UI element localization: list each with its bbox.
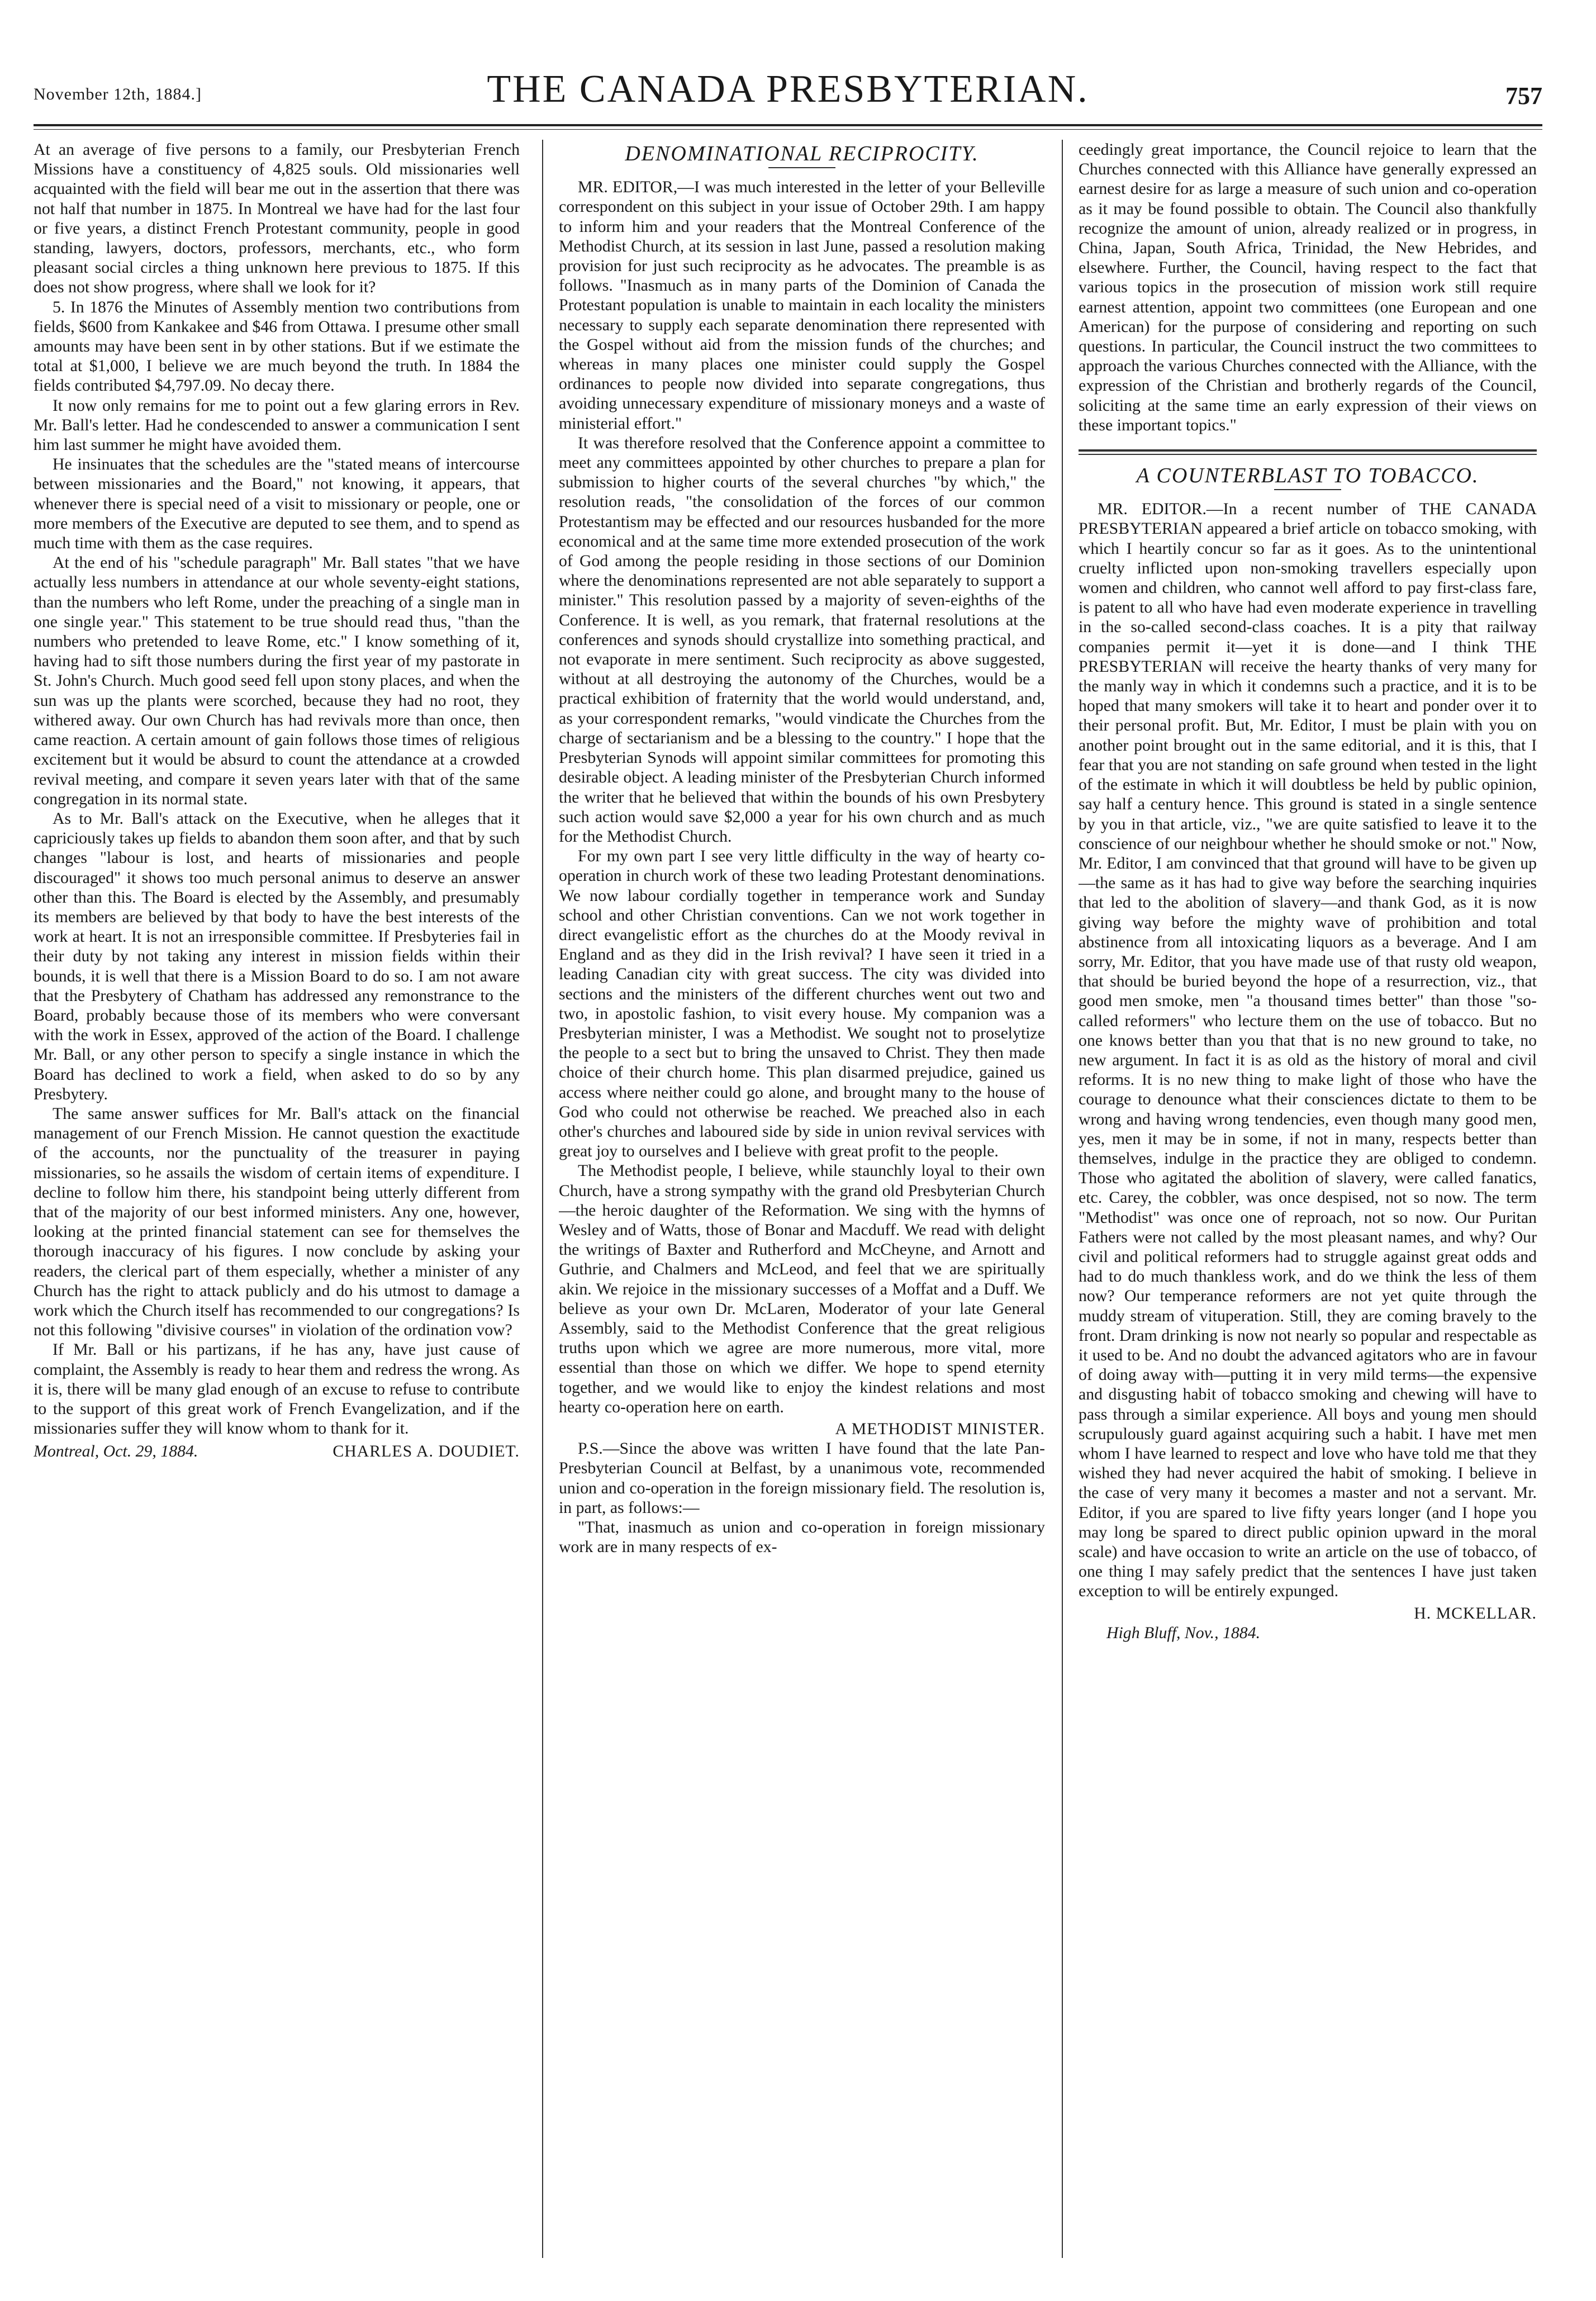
article-signoff: H. MCKELLAR. [1414, 1603, 1537, 1622]
paragraph: "That, inasmuch as union and co-operation in foreign missionary work are in many respects of ex- [559, 1518, 1045, 1557]
page-number: 757 [1505, 82, 1542, 110]
article-signoff: A METHODIST MINISTER. [835, 1420, 1045, 1438]
column-2 [559, 140, 1045, 2264]
column-rule-1 [542, 140, 543, 2258]
issue-date: November 12th, 1884.] [34, 85, 202, 103]
letter-signature [34, 1441, 520, 1461]
paragraph: At an average of five persons to a family, our Presbyterian French Missions have a constituency of 4,825 souls. Old missionaries well acquainted with the field will bear me out in the assertion that there was not half that number in 1875. In Montreal we have had for the last four or five years, a distinct French Protestant community, people in good standing, lawyers, doctors, professors, merchants, etc., who form pleasant social circles a thing unknown here previous to 1875. If this does not show progress, where shall we look for it? [34, 140, 520, 297]
signature-place: High Bluff, Nov., 1884. [1106, 1623, 1261, 1642]
paragraph: For my own part I see very little difficulty in the way of hearty co-operation in church work of these two leading Protestant denominations. We now labour cordially together in temperance work and Sunday school and other Christian conventions. Can we not work together in direct evangelistic effort as the churches do at the Moody revival in England and as they did in the Irish revival? I have seen it tried in a leading Canadian city with great success. The city was divided into sections and the ministers of the different churches went out two and two, in apostolic fashion, to visit every house. My companion was a Presbyterian minister, I was a Methodist. We sought not to proselytize the people to a sect but to bring the unsaved to Christ. They then made choice of their church home. This plan disarmed prejudice, gained us access where neither could go alone, and brought many to the house of God who could not otherwise be reached. We preached also in each other's churches and laboured side by side in union revival services with great joy to ourselves and I believe with great profit to the people. [559, 847, 1045, 1161]
paragraph: It was therefore resolved that the Conference appoint a committee to meet any committees appointed by other churches to prepare a plan for submission to higher courts of the several churches "by which," the resolution reads, "the consolidation of the forces of our common Protestantism may be effected and our resources husbanded for the more economical and at the same time more extended prosecution of the work of God among the people residing in those sections of our Dominion where the denominations represented are not able separately to support a minister." This resolution passed by a majority of seven-eighths of the Conference. It is well, as you remark, that fraternal resolutions at the conferences and synods should crystallize into something practical, and not evaporate in mere sentiment. Such reciprocity as above suggested, without at all destroying the autonomy of the Churches, would be a practical exhibition of fraternity that the world would understand, and, as your correspondent remarks, "would vindicate the Churches from the charge of sectarianism and be a blessing to the country." I hope that the Presbyterian Synods will appoint similar committees for promoting this desirable object. A leading minister of the Presbyterian Church informed the writer that he believed that within the bounds of his own Presbytery such action would save $2,000 a year for his own church and as much for the Methodist Church. [559, 433, 1045, 846]
paragraph: The same answer suffices for Mr. Ball's attack on the financial management of our French Mission. He cannot question the exactitude of the accounts, nor the punctuality of the treasurer in paying missionaries, so he assails the wisdom of certain items of expenditure. I decline to follow him there, his standpoint being utterly different from that of the majority of our best informed ministers. Any one, however, looking at the printed financial statement can see for themselves the thorough inaccuracy of his figures. I now conclude by asking your readers, the clerical part of them especially, whether a minister of any Church has the right to attack publicly and do his utmost to damage a work which the Church itself has recommended to our congregations? Is not this following "divisive courses" in violation of the ordination vow? [34, 1104, 520, 1340]
column-rule-2 [1062, 140, 1063, 2258]
signature-name: CHARLES A. DOUDIET. [332, 1442, 520, 1461]
paragraph: It now only remains for me to point out a few glaring errors in Rev. Mr. Ball's letter. Had he condescended to answer a communication I sent him last summer he might have avoided them. [34, 396, 520, 454]
title-rule [1274, 489, 1341, 490]
paragraph: 5. In 1876 the Minutes of Assembly mention two contributions from fields, $600 from Kankakee and $46 from Ottawa. I presume other small amounts may have been sent in by other stations. But if we estimate the total at $1,000, I believe we are much beyond the truth. In 1884 the fields contributed $4,797.09. No decay there. [34, 297, 520, 395]
paragraph: He insinuates that the schedules are the "stated means of intercourse between missionaries and the Board," not knowing, it appears, that whenever there is special need of a visit to missionary or people, one or more members of the Executive are deputed to see them, and to spend as much time with them as the case requires. [34, 455, 520, 553]
paragraph: P.S.—Since the above was written I have found that the late Pan-Presbyterian Council at Belfast, by a unanimous vote, recommended union and co-operation in the foreign missionary field. The resolution is, in part, as follows:— [559, 1439, 1045, 1517]
paragraph: The Methodist people, I believe, while staunchly loyal to their own Church, have a strong sympathy with the grand old Presbyterian Church—the heroic daughter of the Reformation. We sing with the hymns of Wesley and of Watts, those of Bonar and Macduff. We read with delight the writings of Baxter and Rutherford and McCheyne, and Arnott and Guthrie, and Chalmers and McLeod, and feel that we are spiritually akin. We rejoice in the missionary successes of a Moffat and a Duff. We believe as your own Dr. McLaren, Moderator of your late General Assembly, said to the Methodist Conference that the great religious truths upon which we agree are more numerous, more vital, more essential than those on which we differ. We hope to spend eternity together, and we would like to enjoy the kindest relations and most hearty co-operation here on earth. [559, 1161, 1045, 1416]
page-header [34, 61, 1542, 112]
paragraph: As to Mr. Ball's attack on the Executive, when he alleges that it capriciously takes up fields to abandon them soon after, and that by such changes "labour is lost, and hearts of missionaries and people discouraged" it shows too much personal animus to deserve an answer other than this. The Board is elected by the Assembly, and presumably its members are believed by that body to have the best interests of the work at heart. It is not an irresponsible committee. If Presbyteries fail in their duty by not taking any interest in mission fields within their bounds, it is well that there is a Mission Board to do so. I am not aware that the Presbytery of Chatham has addressed any remonstrance to the Board, probably because those of its members who were conversant with the work in Essex, approved of the action of the Board. I challenge Mr. Ball, or any other person to specify a single instance in which the Board has declined to work a field, when asked to do so by any Presbytery. [34, 809, 520, 1103]
paragraph: MR. EDITOR,—I was much interested in the letter of your Belleville correspondent on this subject in your issue of October 29th. I am happy to inform him and your readers that the Montreal Conference of the Methodist Church, at its session in last June, passed a resolution making provision for just such reciprocity as he advocates. The preamble is as follows. "Inasmuch as in many parts of the Dominion of Canada the Protestant population is unable to maintain in each locality the ministers necessary to supply each separate denomination there represented with the Gospel without aid from the mission funds of the churches; and whereas in many places one minister could supply the Gospel ordinances to people now divided into separate congregations, thus avoiding unnecessary expenditure of missionary moneys and a waste of ministerial effort." [559, 178, 1045, 433]
article-title: A COUNTERBLAST TO TOBACCO. [1136, 464, 1479, 488]
paragraph: MR. EDITOR.—In a recent number of THE CANADA PRESBYTERIAN appeared a brief article on tobacco smoking, with which I heartily concur so far as it goes. As to the unintentional cruelty inflicted upon non-smoking travellers especially upon women and children, who cannot well afford to pay first-class fare, is patent to all who have had even moderate experience in travelling in the so-called second-class coaches. It is a pity that railway companies permit it—yet it is done—and I think THE PRESBYTERIAN will receive the hearty thanks of very many for the manly way in which it condemns such a practice, and it is to be hoped that many smokers will take it to heart and ponder over it to their personal profit. But, Mr. Editor, I must be plain with you on another point brought out in the same editorial, and it is this, that I fear that you are not standing on safe ground when tested in the light of the estimate in which it will doubtless be held by public opinion, say half a century hence. This ground is stated in a single sentence by you in that article, viz., "we are quite satisfied to leave it to the conscience of our neighbour whether he should smoke or not." Now, Mr. Editor, I am convinced that that ground will have to be given up—the same as it has had to give way before the searching inquiries that led to the abolition of slavery—and thank God, as it is now giving way before the mighty wave of prohibition and total abstinence from all intoxicating liquors as a beverage. And I am sorry, Mr. Editor, that you have made use of that rusty old weapon, that should be buried beyond the hope of a resurrection, viz., that good men smoke, men "a thousand times better" than those "so-called reformers" who lecture them on the use of tobacco. But no one knows better than you that that is no new ground to take, no new argument. In fact it is as old as the history of moral and civil reforms. It is no new thing to make light of those who have the courage to denounce what their consciences dictate to them to be wrong and having wrong tendencies, even though many good men, yes, men it may be in some, if not in many, respects better than themselves, indulge in the practice they are obliged to condemn. Those who agitated the abolition of slavery, were called fanatics, etc. Carey, the cobbler, was once despised, not so now. The term "Methodist" was once one of reproach, not so now. Our Puritan Fathers were not called by the most pleasant names, and why? Our civil and political reformers had to struggle against great odds and had to do much thankless work, and do we think the less of them now? Our temperance reformers are not yet quite through the muddy stream of vituperation. Still, they are coming bravely to the front. Dram drinking is now not nearly so popular and respectable as it used to be. And no doubt the advanced agitators who are in favour of doing away with—putting it in very mild terms—the expensive and disgusting habit of tobacco smoking and chewing will have to pass through a similar experience. All boys and young men should scrupulously guard against acquiring such a habit. I have met men whom I have learned to respect and love who have told me that they wished they had never acquired the habit of smoking. I believe in the case of very many it becomes a master and not a servant. Mr. Editor, if you are spared to live fifty years longer (and I hope you may long be spared to direct public opinion upward in the moral scale) and have occasion to write an article on the use of tobacco, of one thing I may safely predict that the sentences I have just taken exception to will be entirely expunged. [1079, 500, 1537, 1601]
signature-place: Montreal, Oct. 29, 1884. [34, 1442, 198, 1461]
paragraph: If Mr. Ball or his partizans, if he has any, have just cause of complaint, the Assembly is ready to hear them and redress the wrong. As it is, there will be many glad enough of an excuse to refuse to contribute to the support of this great work of French Evangelization, and if the missionaries suffer they will know whom to thank for it. [34, 1340, 520, 1438]
paragraph: At the end of his "schedule paragraph" Mr. Ball states "that we have actually less numbers in attendance at our whole seventy-eight stations, than the numbers who left Rome, under the preaching of a single man in one single year." This statement to be true should read thus, "than the numbers who pretended to leave Rome, etc." I know something of it, having had to sift those numbers during the first year of my pastorate in St. John's Church. Much good seed fell upon stony places, and when the sun was up the plants were scorched, because they had no root, they withered away. Our own Church has had revivals more than once, then came reaction. A certain amount of gain follows those times of religious excitement but it would be absurd to count the attendance at a crowded revival meeting, and compare it seven years later with that of the same congregation in its normal state. [34, 553, 520, 808]
header-rule [34, 124, 1542, 130]
article-title: DENOMINATIONAL RECIPROCITY. [625, 142, 979, 165]
journal-title: THE CANADA PRESBYTERIAN. [487, 68, 1089, 111]
section-divider [1079, 449, 1537, 455]
column-1 [34, 140, 520, 2264]
paragraph: ceedingly great importance, the Council rejoice to learn that the Churches connected with this Alliance have generally expressed an earnest desire for as large a measure of such union and co-operation as it may be found possible to obtain. The Council also thankfully recognize the amount of union, already realized or in progress, in China, Japan, South Africa, Trinidad, the New Hebrides, and elsewhere. Further, the Council, having respect to the fact that various topics in the prosecution of mission work still require earnest attention, appoint two committees (one European and one American) for the purpose of considering and reporting on such questions. In particular, the Council instruct the two committees to approach the various Churches connected with the Alliance, with the expression of the Christian and brotherly regards of the Council, soliciting at the same time an early expression of their views on these important topics." [1079, 140, 1537, 434]
column-3 [1079, 140, 1537, 2264]
title-rule [768, 167, 835, 168]
